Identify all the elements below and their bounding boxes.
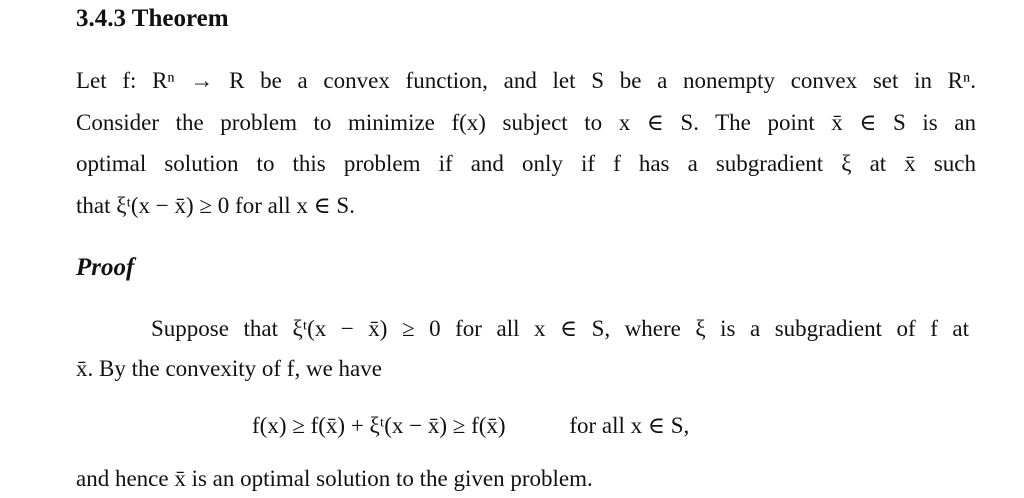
proof-paragraph (76, 309, 969, 389)
proof-line-1: Suppose that ξᵗ(x − x̄) ≥ 0 for all x ∈ S, where ξ is a subgradient of f at (151, 316, 969, 341)
equation-text: f(x) ≥ f(x̄) + ξᵗ(x − x̄) ≥ f(x̄) (252, 413, 506, 438)
theorem-heading: 3.4.3 Theorem (76, 5, 229, 32)
display-equation (252, 409, 689, 443)
theorem-statement (76, 60, 976, 226)
equation-condition: for all x ∈ S, (569, 413, 690, 438)
proof-heading: Proof (76, 254, 135, 281)
theorem-line-3: optimal solution to this problem if and only if f has a subgradient ξ at x̄ such (76, 151, 976, 176)
theorem-line-2: Consider the problem to minimize f(x) subject to x ∈ S. The point x̄ ∈ S is an (76, 109, 976, 135)
proof-line-2: x̄. By the convexity of f, we have (76, 356, 382, 381)
proof-conclusion: and hence x̄ is an optimal solution to the given problem. (76, 466, 593, 491)
theorem-line-1: Let f: Rⁿ → R be a convex function, and let S be a nonempty convex set in Rⁿ. (76, 68, 976, 93)
theorem-line-4: that ξᵗ(x − x̄) ≥ 0 for all x ∈ S. (76, 192, 355, 218)
